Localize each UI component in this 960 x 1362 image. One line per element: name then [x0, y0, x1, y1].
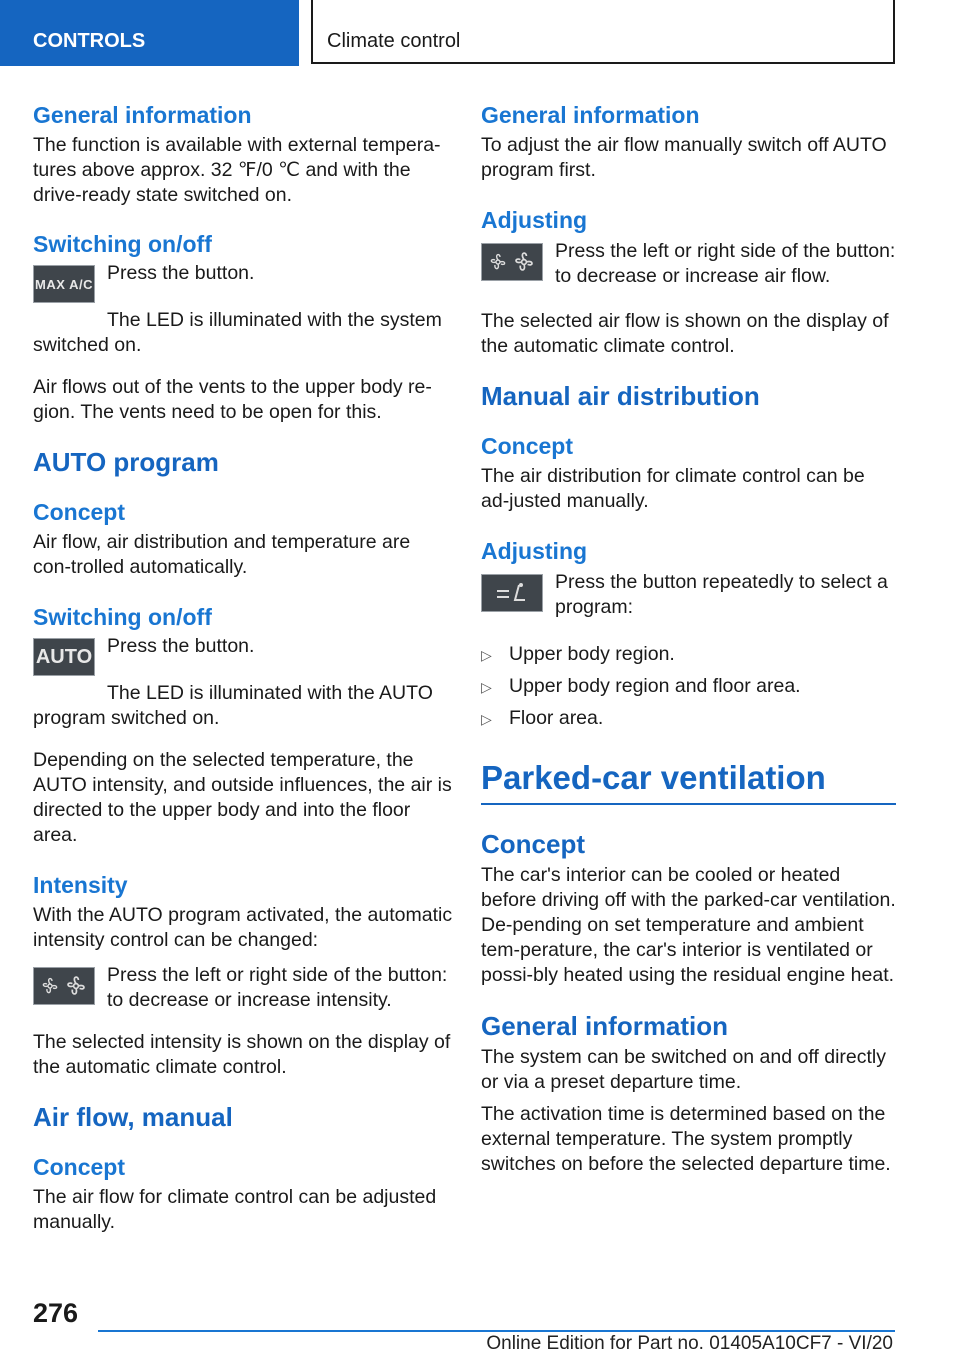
heading-adjusting: Adjusting	[481, 207, 588, 233]
paragraph: The selected air flow is shown on the display of the automatic climate control.	[481, 310, 889, 357]
heading-concept: Concept	[33, 1154, 125, 1180]
heading-air-flow-manual: Air flow, manual	[33, 1102, 233, 1132]
paragraph: Press the button.	[107, 635, 255, 657]
paragraph: Press the left or right side of the button: to decrease or increase air flow.	[555, 240, 896, 287]
air-distribution-icon	[495, 582, 529, 604]
edition-note: Online Edition for Part no. 01405A10CF7 - VI/20	[486, 1333, 893, 1354]
maxac-button-icon	[33, 265, 95, 303]
footer-divider	[98, 1330, 895, 1332]
fan-button-icon	[33, 967, 95, 1005]
heading-intensity: Intensity	[33, 872, 128, 898]
paragraph: The air flow for climate control can be adjusted manually.	[33, 1186, 437, 1233]
heading-adjusting: Adjusting	[481, 538, 588, 564]
section-tab: CONTROLS	[0, 0, 299, 66]
distribution-row	[481, 570, 896, 622]
fan-large-icon	[64, 974, 88, 998]
list-item: ▷ Upper body region and floor area.	[481, 674, 896, 699]
heading-auto-program: AUTO program	[33, 447, 219, 477]
fan-row	[481, 239, 896, 291]
paragraph: The air distribution for climate control can be ad‐justed manually.	[481, 465, 865, 512]
paragraph: The LED is illuminated with the system switched on.	[33, 309, 442, 356]
maxac-label: MAX A/C	[35, 276, 93, 292]
paragraph: The selected intensity is shown on the display of the automatic climate control.	[33, 1031, 451, 1078]
right-column	[481, 100, 896, 1177]
heading-general-information: General information	[33, 102, 252, 128]
fan-button-icon	[481, 243, 543, 281]
heading-general-information: General information	[481, 102, 700, 128]
list-item: ▷ Upper body region.	[481, 642, 896, 667]
heading-manual-air-distribution: Manual air distribution	[481, 381, 760, 411]
auto-label: AUTO	[35, 645, 93, 668]
paragraph: Air flow, air distribution and temperature are con‐trolled automatically.	[33, 531, 411, 578]
heading-concept: Concept	[481, 829, 585, 859]
fan-large-icon	[512, 250, 536, 274]
heading-general-information: General information	[481, 1011, 729, 1041]
paragraph: The function is available with external tempera‐tures above approx. 32 ℉/0 ℃ and with the drive-ready state switched on.	[33, 134, 441, 206]
fan-row	[33, 963, 453, 1015]
heading-switching: Switching on/off	[33, 231, 212, 257]
air-distribution-button-icon	[481, 574, 543, 612]
heading-parked-car-ventilation: Parked-car ventilation	[481, 757, 896, 805]
heading-concept: Concept	[33, 499, 125, 525]
page-number: 276	[33, 1298, 79, 1328]
fan-small-icon	[40, 976, 60, 996]
paragraph: The car's interior can be cooled or heated before driving off with the parked-car ventilation. De‐pending on set temperature and ambient tem‐perature, the car's interior is ventilated or possi‐bly heated using the residual engine heat.	[481, 864, 896, 986]
program-list	[481, 642, 896, 731]
heading-concept: Concept	[481, 433, 573, 459]
paragraph: Press the left or right side of the button: to decrease or increase intensity.	[107, 964, 448, 1011]
paragraph: To adjust the air flow manually switch off AUTO program first.	[481, 134, 887, 181]
paragraph: Air flows out of the vents to the upper body re‐gion. The vents need to be open for this.	[33, 376, 432, 423]
maxac-row	[33, 261, 453, 301]
paragraph: The LED is illuminated with the AUTO program switched on.	[33, 682, 433, 729]
paragraph: Press the button repeatedly to select a program:	[555, 571, 888, 618]
list-item: ▷ Floor area.	[481, 706, 896, 731]
paragraph: The activation time is determined based on the external temperature. The system promptly switches on before the selected departure time.	[481, 1103, 891, 1175]
auto-row	[33, 634, 453, 674]
paragraph: Depending on the selected temperature, the AUTO intensity, and outside influences, the air is directed to the upper body and into the floor area.	[33, 749, 452, 846]
paragraph: Press the button.	[107, 262, 255, 284]
chapter-title: Climate control	[311, 0, 895, 64]
left-column	[33, 100, 453, 1235]
page-header	[0, 0, 960, 66]
auto-button-icon	[33, 638, 95, 676]
paragraph: The system can be switched on and off directly or via a preset departure time.	[481, 1046, 887, 1093]
paragraph: With the AUTO program activated, the automatic intensity control can be changed:	[33, 904, 453, 951]
heading-switching: Switching on/off	[33, 604, 212, 630]
fan-small-icon	[488, 252, 508, 272]
